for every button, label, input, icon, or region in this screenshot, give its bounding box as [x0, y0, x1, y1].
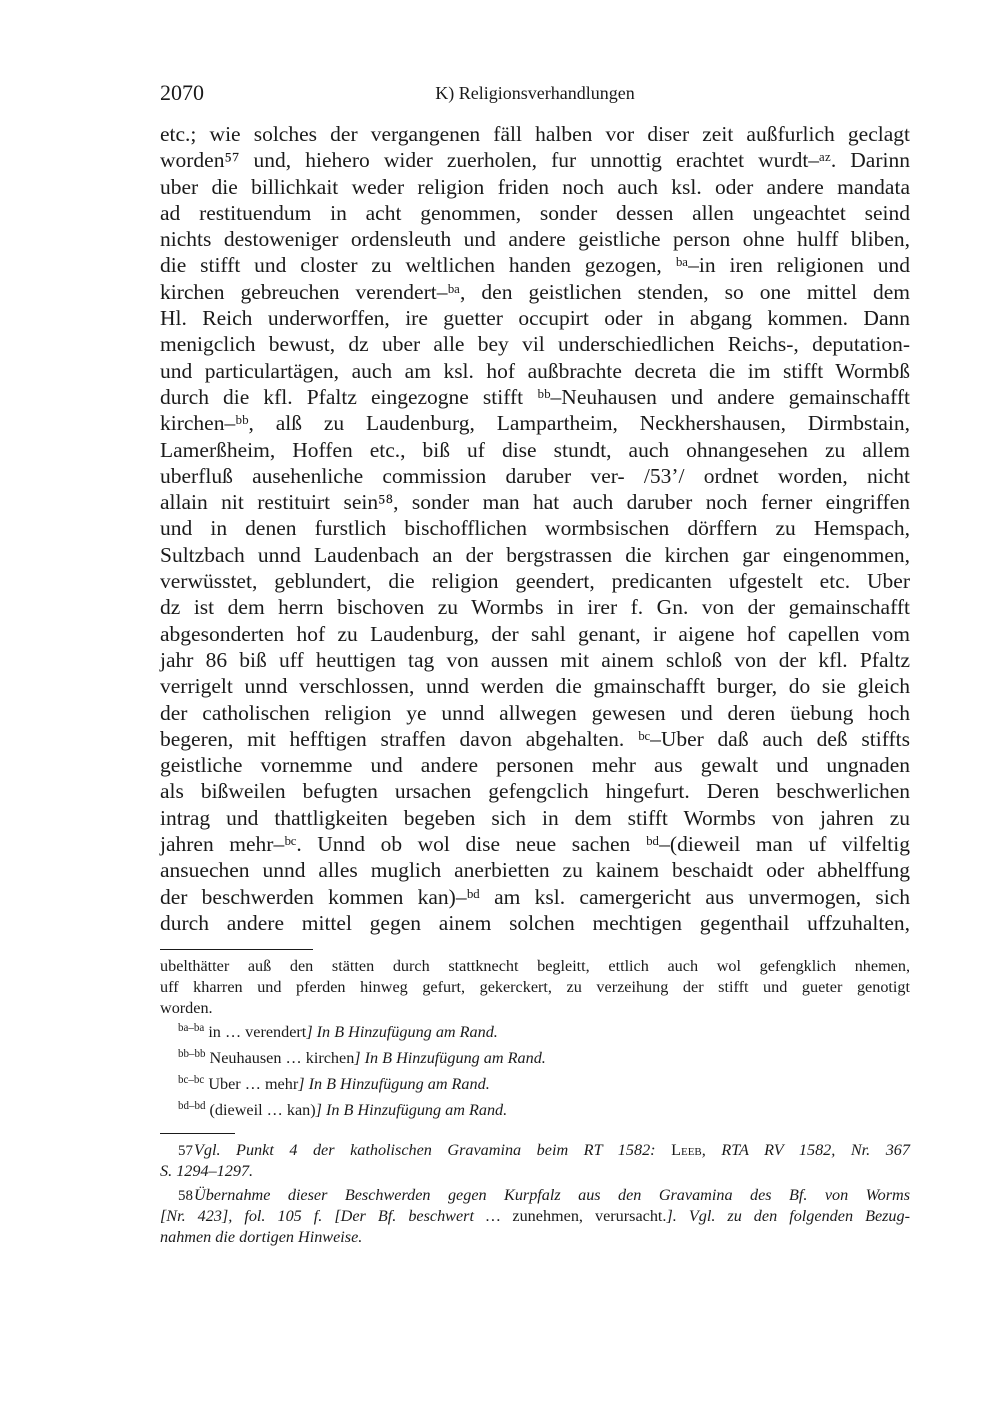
- footnote-text: Übernahme dieser Beschwerden gegen Kurpfalz aus den Gravamina des Bf. von Worms: [194, 1186, 910, 1204]
- text-line: die stifft und closter zu weltlichen handen gezogen, ᵇᵃ–in iren religionen und: [160, 253, 910, 278]
- text-line: allain nit restituirt sein⁵⁸, sonder man hat auch daruber noch ferner eingriffen: [160, 490, 910, 515]
- text-line: kirchen gebreuchen verendert–ᵇᵃ, den geistlichen stenden, so one mittel dem: [160, 279, 910, 304]
- text-line: jahren mehr–ᵇᶜ. Unnd ob wol dise neue sachen ᵇᵈ–(dieweil man uf vilfeltig: [160, 832, 910, 857]
- variant-line: worden.: [160, 999, 213, 1017]
- footnote-line: [160, 1185, 910, 1206]
- apparatus-siglum: ba–ba: [178, 1021, 205, 1034]
- footnote-58: [160, 1185, 910, 1248]
- author-name: Leeb: [671, 1141, 702, 1159]
- text-line: dz ist dem herrn bischoven zu Wormbs in irer f. Gn. von der gemainschafft: [160, 595, 910, 620]
- text-line: kirchen–ᵇᵇ, alß zu Laudenburg, Lampartheim, Neckhershausen, Dirmbstain,: [160, 411, 910, 436]
- text-line: durch andere mittel gegen ainem solchen mechtigen gegenthail uffzuhalten,: [160, 910, 910, 935]
- footnote-57: [160, 1140, 910, 1182]
- footnote-line: nahmen die dortigen Hinweise.: [160, 1228, 363, 1246]
- text-line: durch die kfl. Pfaltz eingezogne stifft ᵇᵇ–Neuhausen und andere gemainschafft: [160, 384, 910, 409]
- footnote-number: 58: [178, 1188, 193, 1204]
- variant-line: ubelthätter auß den stätten durch stattknecht begleitt, ettlich auch wol gefengklich nhemen,: [160, 957, 910, 975]
- footnotes: [160, 1140, 910, 1251]
- text-line: und in denen furstlich bischofflichen wormbsischen dörffern zu Hemspach,: [160, 516, 910, 541]
- apparatus-comment: ] In B Hinzufügung am Rand.: [315, 1101, 508, 1119]
- text-line: worden⁵⁷ und, hiehero wider zuerholen, fur unnottig erachtet wurdt–ᵃᶻ. Darinn: [160, 148, 910, 173]
- page-number: 2070: [160, 80, 204, 105]
- apparatus-comment: ] In B Hinzufügung am Rand.: [298, 1075, 490, 1093]
- apparatus-note: [178, 1071, 910, 1097]
- apparatus-comment: ] In B Hinzufügung am Rand.: [354, 1049, 546, 1067]
- footnote-text: Vgl. Punkt 4 der katholischen Gravamina beim RT 1582:: [194, 1141, 672, 1159]
- text-line: begeren, mit hefftigen straffen davon abgehalten. ᵇᶜ–Uber daß auch deß stiffts: [160, 726, 910, 751]
- page-header: [160, 80, 910, 106]
- footnote-text: [Nr. 423], fol. 105 f. [Der Bf. beschwert …: [160, 1207, 513, 1225]
- text-line: Hl. Reich underworffen, ire guetter occupirt oder in abgang kommen. Dann: [160, 306, 910, 331]
- footnote-divider: [160, 1133, 235, 1134]
- apparatus-lemma: in … verendert: [208, 1023, 307, 1041]
- variant-line: uff kharren und pferden hinweg gefurt, gekerckert, zu verzeihung der stifft und gueter genotigt: [160, 978, 910, 996]
- apparatus-note: [178, 1019, 910, 1045]
- footnote-line: [160, 1140, 910, 1161]
- text-line: uberfluß ausehenliche commission daruber ver- /53’/ ordnet worden, nicht: [160, 463, 910, 488]
- text-line: ad restituendum in acht genommen, sonder dessen allen ungeachtet seind: [160, 200, 910, 225]
- text-line: intrag und thattligkeiten begeben sich in dem stifft Wormbs von jahren zu: [160, 805, 910, 830]
- apparatus-lemma: Neuhausen … kirchen: [209, 1049, 355, 1067]
- text-line: uber die billichkait weder religion friden noch auch ksl. oder andere mandata: [160, 174, 910, 199]
- footnote-line: [160, 1206, 910, 1227]
- apparatus-lemma: Uber … mehr: [208, 1075, 299, 1093]
- main-text: [160, 121, 910, 936]
- text-line: verrigelt unnd verschlossen, unnd werden die gmainschafft burger, do sie gleich: [160, 674, 910, 699]
- text-line: menigclich bewust, dz uber alle bey vil underschiedlichen Reichs-, deputation-: [160, 332, 910, 357]
- apparatus-note: [178, 1097, 910, 1123]
- footnote-text: , RTA RV 1582, Nr. 367: [701, 1141, 910, 1159]
- footnote-line: S. 1294–1297.: [160, 1162, 254, 1180]
- text-line: Sultzbach unnd Laudenbach an der bergstrassen die kirchen gar eingenommen,: [160, 542, 910, 567]
- apparatus-siglum: bc–bc: [178, 1073, 205, 1086]
- running-head: K) Religionsverhandlungen: [435, 83, 635, 103]
- critical-apparatus: [178, 1019, 910, 1123]
- text-line: der beschwerden kommen kan)–ᵇᵈ am ksl. camergericht aus unvermogen, sich: [160, 884, 910, 909]
- apparatus-note: [178, 1045, 910, 1071]
- text-line: jahr 86 biß uff heuttigen tag von aussen mit ainem schloß von der kfl. Pfaltz: [160, 647, 910, 672]
- text-line: der catholischen religion ye unnd allwegen gewesen und deren üebung hoch: [160, 700, 910, 725]
- apparatus-comment: ] In B Hinzufügung am Rand.: [306, 1023, 498, 1041]
- variant-continuation: [160, 956, 910, 1019]
- apparatus-divider: [160, 949, 313, 950]
- apparatus-siglum: bb–bb: [178, 1047, 206, 1060]
- text-line: ansuechen unnd alles muglich anerbietten zu kainem beschaidt oder abhelffung: [160, 858, 910, 883]
- text-line: als bißweilen befugten ursachen gefengclich hingefurt. Deren beschwerlichen: [160, 779, 910, 804]
- text-line: nichts destoweniger ordensleuth und andere geistliche person ohne hulff bliben,: [160, 227, 910, 252]
- text-line: etc.; wie solches der vergangenen fäll halben vor diser zeit außfurlich geclagt: [160, 122, 910, 146]
- apparatus-siglum: bd–bd: [178, 1099, 206, 1112]
- apparatus-lemma: (dieweil … kan): [209, 1101, 316, 1119]
- text-line: geistliche vornemme und andere personen mehr aus gewalt und ungnaden: [160, 753, 910, 778]
- text-line: Lamerßheim, Hoffen etc., biß uf dise stundt, auch ohnangesehen zu allem: [160, 437, 910, 462]
- text-line: abgesonderten hof zu Laudenburg, der sahl genant, ir aigene hof capellen vom: [160, 621, 910, 646]
- text-line: und particulartägen, auch am ksl. hof außbrachte decreta die im stifft Wormbß: [160, 358, 910, 383]
- quoted-text: zunehmen, verursacht.: [512, 1207, 667, 1225]
- footnote-number: 57: [178, 1143, 193, 1159]
- text-line: verwüsstet, geblundert, die religion geendert, predicanten ufgestelt etc. Uber: [160, 569, 910, 594]
- footnote-text: ]. Vgl. zu den folgenden Bezug-: [666, 1207, 911, 1225]
